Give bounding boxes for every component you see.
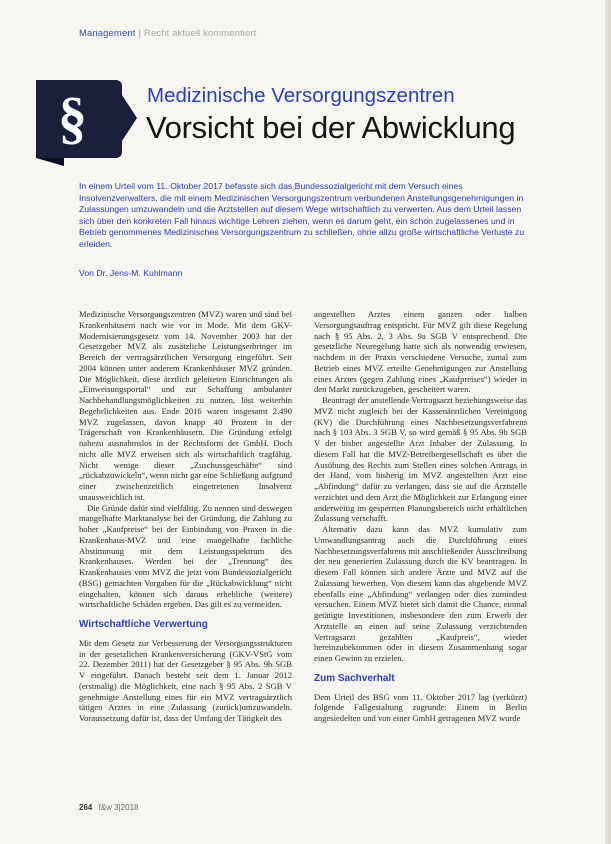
- page-edge: [605, 0, 611, 844]
- article-author: Von Dr. Jens-M. Kuhlmann: [79, 268, 183, 278]
- body-paragraph: Beantragt der anstellende Vertragsarzt beziehungsweise das MVZ nicht zugleich bei der Kassenärztlichen Vereinigung (KV) die Durchführung eines Nachbesetzungsverfahrens nach § 103 Abs. 3 SGB V, so wird gemäß § 95 Abs. 9b SGB V der bisher angestellte Arzt Inhaber der Zulassung. In diesem Fall hat die MVZ-Betreibergesellschaft es über die Ausübung des Rechts zum Stellen eines solchen Antrags in der Hand, vom bisherig im MVZ angestellten Arzt eine „Abfindung“ dafür zu verlangen, dass sie auf die Arztstelle verzichtet und dem Arzt die Möglichkeit zur Erlangung einer anderweitig im gesperrten Planungsbereich nicht erhältlichen Zulassung verschafft.: [314, 395, 527, 524]
- section-rubric: [79, 28, 256, 39]
- body-paragraph: Dem Urteil des BSG vom 11. Oktober 2017 lag (verkürzt) folgende Fallgestaltung zugrunde: Einem in Berlin angesiedelten und von einer GmbH getragenen MVZ wurde: [314, 691, 527, 723]
- article-supertitle: Medizinische Versorgungszentren: [147, 84, 455, 107]
- rubric-separator: |: [138, 28, 142, 39]
- paragraph-icon: §: [58, 85, 87, 150]
- body-column-right: [314, 309, 527, 724]
- article-lead: In einem Urteil vom 11. Oktober 2017 befasste sich das Bundessozialgericht mit dem Versuch eines Insolvenzverwalters, die mit einem Medizinischen Versorgungszentrum verbundenen Anstellungsgenehmigungen in Zulassungen umzuwandeln und die Arztstellen auf diesem Wege wirtschaftlich zu verwerten. Aus dem Urteil lassen sich über den konkreten Fall hinaus wichtige Lehren ziehen, wenn es darum geht, ein schon zugelassenes und in Betrieb genommenes Medizinisches Versorgungszentrum zu schließen, ohne allzu große wirtschaftliche Verluste zu erleiden.: [79, 181, 525, 249]
- body-column-left: [79, 309, 292, 724]
- body-paragraph: Die Gründe dafür sind vielfältig. Zu nennen sind deswegen mangelhafte Marktanalyse bei der Gründung, die Zahlung zu hoher „Kaufpreise“ bei der Einbindung von Praxen in die Krankenhaus-MVZ und eine mangelhafte fachliche Abstimmung mit dem Leistungsspektrum des Krankenhauses. Werden bei der „Trennung“ des Krankenhauses vom MVZ die jetzt vom Bundessozialgericht (BSG) gemachten Vorgaben für die „Rückabwicklung“ nicht eingehalten, können sich daraus erhebliche (weitere) wirtschaftliche Schäden ergeben. Das gilt es zu vermeiden.: [79, 502, 292, 610]
- body-paragraph: Mit dem Gesetz zur Verbesserung der Versorgungsstrukturen in der gesetzlichen Krankenversicherung (GKV-VStG vom 22. Dezember 2011) hat der Gesetzgeber § 95 Abs. 9b SGB V eingeführt. Danach besteht seit dem 1. Januar 2012 (erstmalig) die Möglichkeit, eine nach § 95 Abs. 2 SGB V genehmigte Anstellung eines für ein MVZ vertragsärztlich tätigen Arztes in eine Zulassung (zurück)umzuwandeln. Voraussetzung dafür ist, dass der Umfang der Tätigkeit des: [79, 637, 292, 723]
- section-heading: Zum Sachverhalt: [314, 672, 395, 684]
- section-heading: Wirtschaftliche Verwertung: [79, 619, 208, 630]
- body-paragraph: Alternativ dazu kann das MVZ kumulativ zum Umwandlungsantrag auch die Durchführung eines Nachbesetzungsverfahrens mit anschließender Ausschreibung der neu generierten Zulassung durch die KV beantragen. In diesem Fall können sich andere Ärzte und MVZ auf die Zulassung bewerben. Von diesem kann das abgebende MVZ ebenfalls eine „Abfindung“ verlangen oder dies zumindest versuchen. Einem MVZ bietet sich damit die Chance, einmal getätigte Investitionen, insbesondere den zum Erwerb der Arztstelle an einen auf seine Zulassung verzichtenden Vertragsarzt gezahlten „Kaufpreis“, wieder hereinzubekommen oder in diesem Zusammenhang sogar einen Gewinn zu erzielen.: [314, 524, 527, 663]
- body-paragraph: angestellten Arztes einem ganzen oder halben Versorgungsauftrag entspricht. Für MVZ gilt diese Regelung nach § 95 Abs. 2, 3 Abs. 9a SGB V entsprechend. Die gesetzliche Neuregelung hatte sich als notwendig erwiesen, nachdem in der Praxis verschiedene Versuche, zumal zum Betrieb eines MVZ erteilte Genehmigungen zur Anstellung eines Arztes (gegen Zahlung eines „Kaufpreises“) wieder in den Markt zurückzugeben, gescheitert waren.: [314, 309, 527, 395]
- paragraph-tab-arrow: [122, 95, 137, 141]
- article-headline: Vorsicht bei der Abwicklung: [146, 110, 516, 145]
- rubric-subsection: Recht aktuell kommentiert: [144, 28, 257, 39]
- magazine-issue: f&w 3|2018: [98, 803, 139, 812]
- rubric-section: Management: [79, 28, 136, 39]
- page-number: 264: [79, 803, 93, 812]
- page-footer: [79, 803, 138, 812]
- body-paragraph: Medizinische Versorgungszentren (MVZ) waren und sind bei Krankenhäusern nach wie vor in Mode. Mit dem GKV-Modernisierungsgesetz vom 14. November 2003 hat der Gesetzgeber MVZ als zusätzliche Leistungserbringer im Bereich der vertragsärztlichen Versorgung eingeführt. Seit 2004 können unter anderem Krankenhäuser MVZ gründen. Die Möglichkeit, diese ärztlich geleiteten Einrichtungen als „Einweisungsportal“ und zur Schaffung ambulanter Nachbehandlungsmöglichkeiten zu nutzen, löst weiterhin Begehrlichkeiten aus. Ende 2016 waren insgesamt 2.490 MVZ zugelassen, davon knapp 40 Prozent in der Trägerschaft von Krankenhäusern. Die Gründung erfolgt nahezu ausnahmslos in der Rechtsform der GmbH. Doch nicht alle MVZ erweisen sich als wirtschaftlich tragfähig. Nicht wenige dieser „Zuschussgeschäfte“ sind „rückabzuwickeln“, wenn nicht gar eine Schließung aufgrund einer zwischenzeitlich eingetretenen Insolvenz unausweichlich ist.: [79, 309, 292, 502]
